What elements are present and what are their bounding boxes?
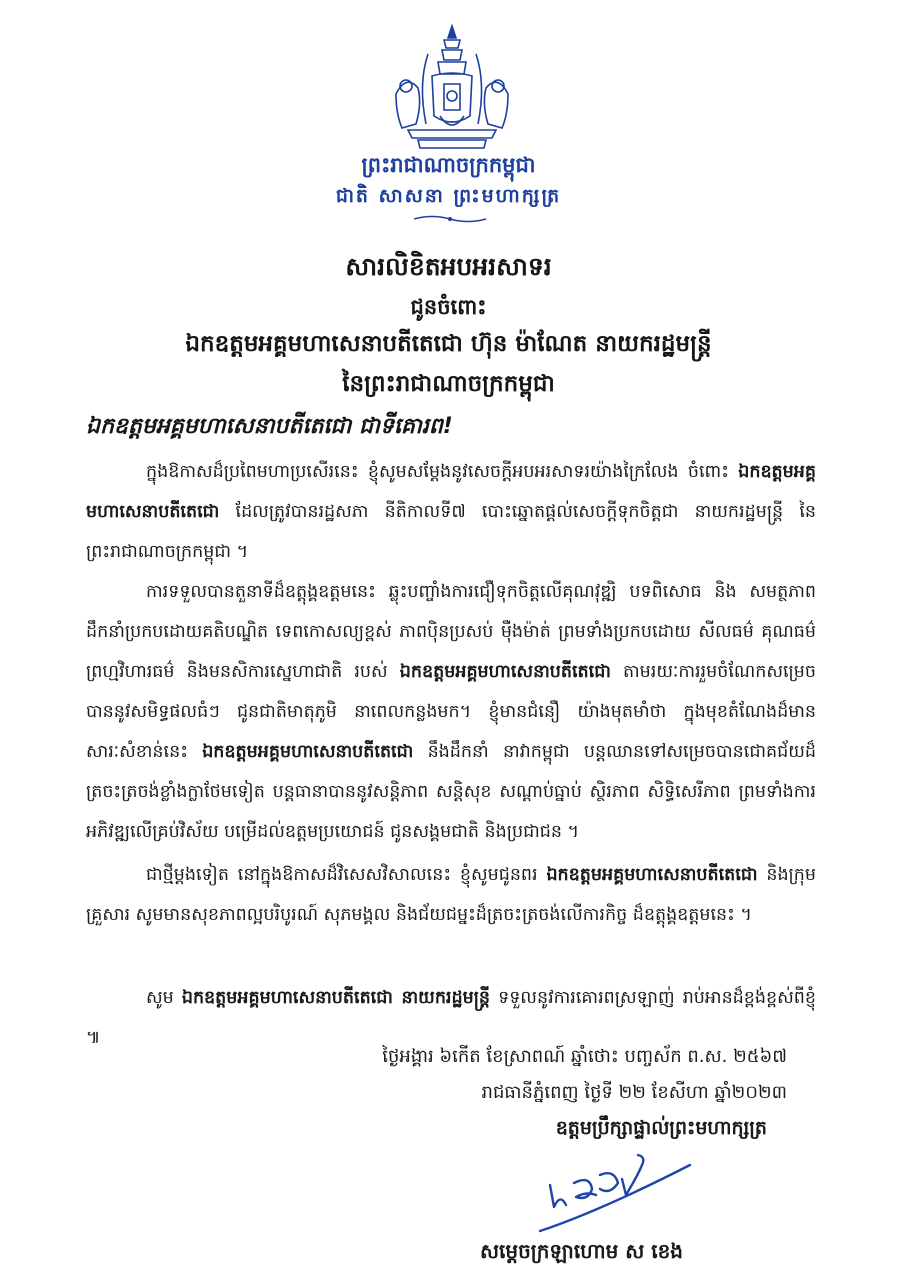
paragraph-text: នឹងដឹកនាំ នាវាកម្ពុជា បន្តឈានទៅសម្រេចបានជោគជ័យដ៏ត្រចះត្រចង់ខ្លាំងក្លាថែមទៀត បន្តធានាបាននូវសន្តិភាព សន្តិសុខ សណ្ដាប់ធ្នាប់ ស្ថិរភាព សិទ្ធិសេរីភាព ព្រមទាំងការអភិវឌ្ឍលើគ្រប់វិស័យ បម្រើដល់ឧត្តមប្រយោជន៍ ជូនសង្គមជាតិ និងប្រជាជន ។ [86,742,816,842]
recipient-honorific: ឯកឧត្តមអគ្គមហាសេនាបតីតេជោ [546,865,758,885]
recipient-country: នៃព្រះរាជាណាចក្រកម្ពុជា [342,371,555,397]
signer-name: សម្ដេចក្រឡាហោម ស ខេង [480,1239,683,1263]
ornamental-divider [412,214,488,224]
salutation: ឯកឧត្តមអគ្គមហាសេនាបតីតេជោ ជាទីគោរព! [86,414,453,439]
recipient-honorific: ឯកឧត្តមអគ្គមហាសេនាបតីតេជោ [399,662,611,682]
lunar-date: ថ្ងៃអង្គារ ៦កើត ខែស្រាពណ៍ ឆ្នាំថោះ បញ្ចស័ក ព.ស. ២៥៦៧ [382,1046,787,1067]
paragraph-text: ក្នុងឱកាសដ៏ប្រពៃមហាប្រសើរនេះ ខ្ញុំសូមសម្ដែងនូវសេចក្ដីអបអរសាទរយ៉ាងក្រៃលែង ចំពោះ [146,462,739,482]
royal-arms-emblem [388,24,516,154]
paragraph-3 [86,855,816,935]
paragraph-text: ទទួលនូវការគោរពស្រឡាញ់ រាប់អានដ៏ខ្ពង់ខ្ពស់ពីខ្ញុំ ៕ [86,988,816,1048]
addressed-to: ជូនចំពោះ [410,295,487,319]
recipient-honorific: ឯកឧត្តមអគ្គមហាសេនាបតីតេជោ [86,462,816,522]
paragraph-text: សូម [146,988,182,1008]
paragraph-text: ដែលត្រូវបានរដ្ឋសភា នីតិកាលទី៧ បោះឆ្នោតផ្ដល់សេចក្ដីទុកចិត្តជា នាយករដ្ឋមន្ត្រី នៃព្រះរាជាណាចក្រកម្ពុជា ។ [86,502,816,562]
handwritten-signature [530,1145,700,1240]
national-motto: ជាតិ សាសនា ព្រះមហាក្សត្រ [335,185,562,207]
paragraph-2 [86,572,816,852]
paragraph-text: និងក្រុមគ្រួសារ សូមមានសុខភាពល្អបរិបូរណ៍ សុភមង្គល និងជ័យជម្នះដ៏ត្រចះត្រចង់លើការកិច្ច ដ៏ឧត្តុង្គឧត្តមនេះ ។ [86,865,816,925]
paragraph-text: ជាថ្មីម្ដងទៀត នៅក្នុងឱកាសដ៏វិសេសវិសាលនេះ ខ្ញុំសូមជូនពរ [146,865,547,885]
paragraph-1 [86,452,816,572]
recipient-name: ឯកឧត្តមអគ្គមហាសេនាបតីតេជោ ហ៊ុន ម៉ាណែត នាយករដ្ឋមន្ត្រី [185,331,712,357]
signer-title: ឧត្តមប្រឹក្សាផ្ទាល់ព្រះមហាក្សត្រ [555,1117,767,1139]
paragraph-text: ការទទួលបានតួនាទីដ៏ឧត្តុង្គឧត្តមនេះ ឆ្លុះបញ្ចាំងការជឿទុកចិត្តលើគុណវុឌ្ឍិ បទពិសោធ និង សមត្ថភាពដឹកនាំប្រកបដោយគតិបណ្ឌិត ទេពកោសល្យខ្ពស់ ភាពប៉ិនប្រសប់ ម៉ឺងម៉ាត់ ព្រមទាំងប្រកបដោយ សីលធម៌ គុណធម៌ ព្រហ្មវិហារធម៌ និងមនសិការស្នេហាជាតិ របស់ [86,582,816,682]
paragraph-text: តាមរយៈការរួមចំណែកសម្រេចបាននូវសមិទ្ធផលធំៗ ជូនជាតិមាតុភូមិ នាពេលកន្លងមក។ ខ្ញុំមានជំនឿ យ៉ាងមុតមាំថា ក្នុងមុខតំណែងដ៏មានសារៈសំខាន់នេះ [86,662,816,762]
kingdom-name: ព្រះរាជាណាចក្រកម្ពុជា [361,153,536,177]
recipient-honorific: ឯកឧត្តមអគ្គមហាសេនាបតីតេជោ នាយករដ្ឋមន្ត្រី [181,988,491,1008]
letter-title: សារលិខិតអបអរសាទរ [345,252,552,281]
recipient-honorific: ឯកឧត្តមអគ្គមហាសេនាបតីតេជោ [202,742,414,762]
place-and-date: រាជធានីភ្នំពេញ ថ្ងៃទី ២២ ខែសីហា ឆ្នាំ២០២៣ [481,1082,787,1103]
